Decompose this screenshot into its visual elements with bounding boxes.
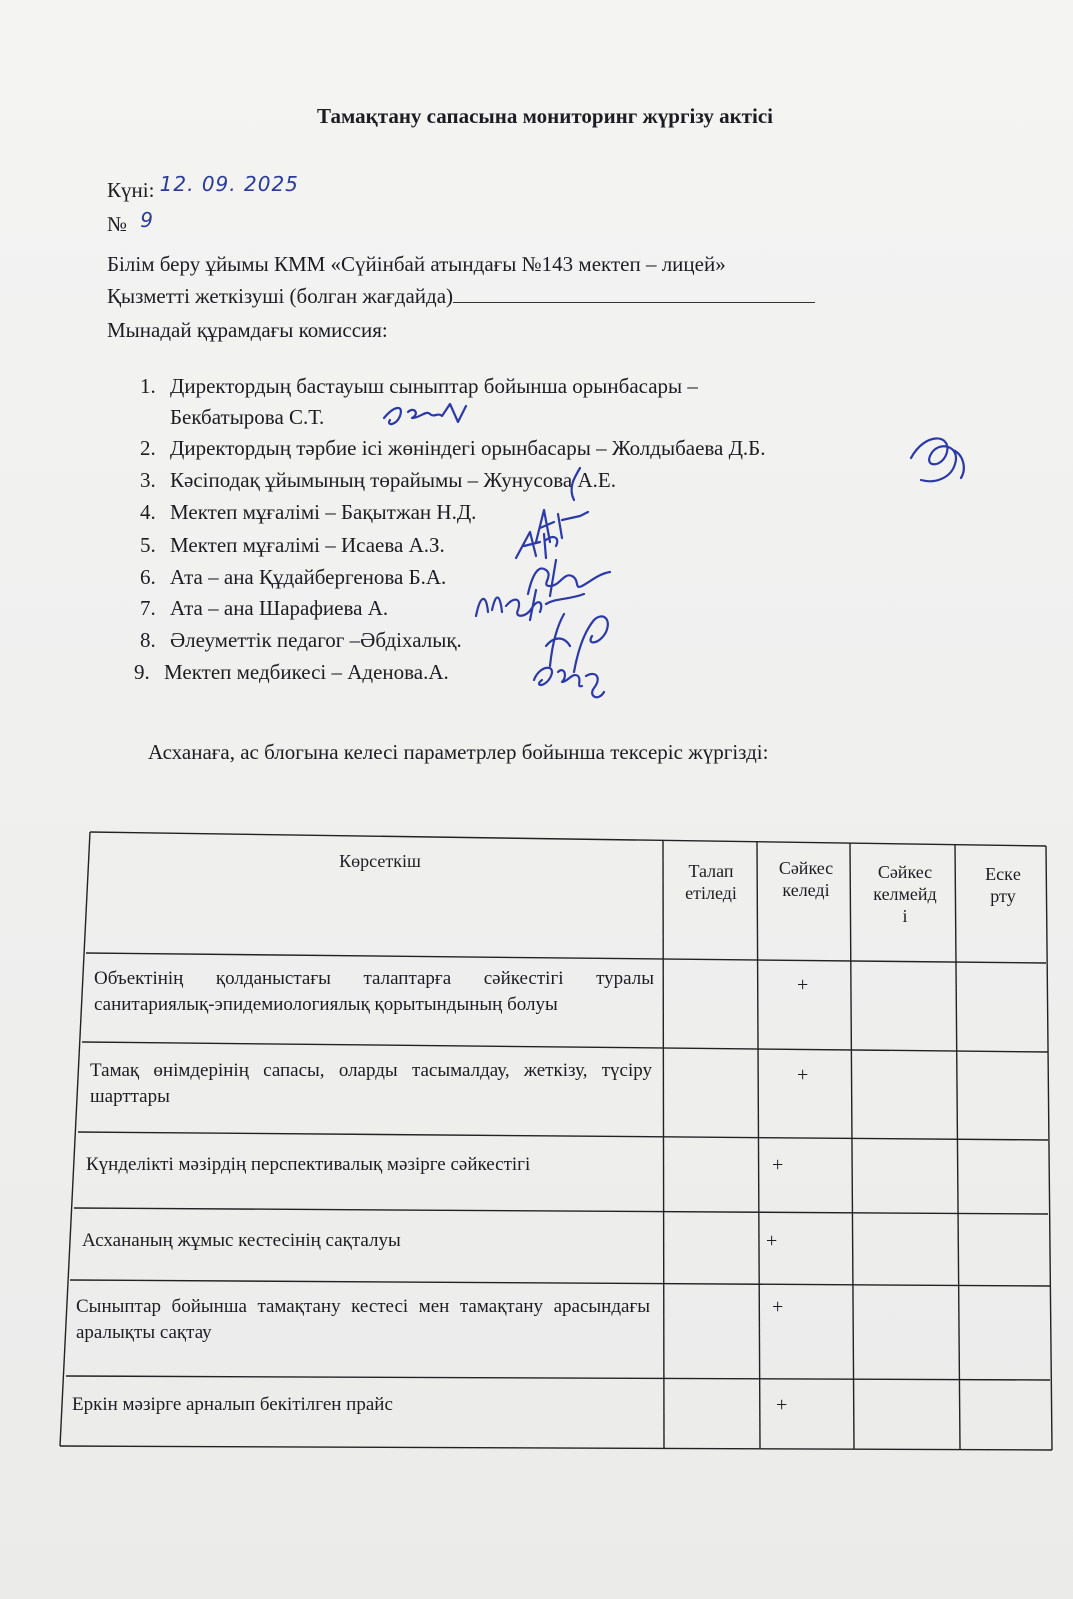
supplier-line: [107, 284, 815, 309]
row-5-mark: +: [772, 1296, 784, 1318]
row-3-indicator: Күнделікті мәзірдің перспективалық мәзірге сәйкестігі: [86, 1154, 531, 1175]
supplier-blank: [453, 284, 815, 303]
header-note: Ескe рту: [985, 864, 1021, 906]
row-1-indicator: Объектінің қолданыстағы талаптарға сәйкестігі туралы санитариялық-эпидемиологиялық қорытындының болуы: [94, 968, 654, 1015]
commission-intro: Мынадай құрамдағы комиссия:: [107, 318, 388, 342]
row-4-mark: +: [766, 1230, 778, 1252]
member-8: 8. Әлеуметтік педагог –Әбдіхалық.: [140, 628, 462, 652]
signature-3-icon: [560, 464, 590, 504]
row-4-indicator: Асхананың жұмыс кестесінің сақталуы: [82, 1230, 401, 1251]
header-not-matches: Сәйкес келмейд і: [873, 862, 937, 926]
row-6-indicator: Еркін мәзірге арналып бекітілген прайс: [72, 1394, 393, 1415]
member-1-name: Бекбатырова С.Т.: [170, 405, 325, 429]
member-4: 4. Мектеп мұғалімі – Бақытжан Н.Д.: [140, 500, 477, 524]
document-title: Тамақтану сапасына мониторинг жүргізу актісі: [317, 104, 773, 128]
row-1-mark: +: [797, 974, 809, 996]
signature-1-icon: [380, 396, 480, 436]
row-3-mark: +: [772, 1154, 784, 1176]
row-6-mark: +: [776, 1394, 788, 1416]
inspection-intro: Асханаға, ас блогына келесі параметрлер бойынша тексеріс жүргізді:: [148, 740, 769, 764]
number-value: 9: [140, 208, 155, 232]
member-9: 9. Мектеп медбикесі – Аденова.А.: [134, 660, 449, 684]
supplier-label: Қызметті жеткізуші (болган жағдайда): [107, 284, 454, 308]
date-value: 12. 09. 2025: [159, 172, 299, 196]
member-5: 5. Мектеп мұғалімі – Исаева А.З.: [140, 533, 445, 557]
signature-9-icon: [528, 656, 608, 706]
row-5-indicator: Сыныптар бойынша тамақтану кестесі мен тамақтану арасындағы аралықты сақтау: [76, 1296, 650, 1343]
organization-line: Білім беру ұйымы КММ «Сүйінбай атындағы №143 мектеп – лицей»: [107, 252, 726, 276]
number-line: [107, 208, 155, 237]
date-line: [107, 172, 299, 203]
signature-2-icon: [905, 428, 975, 490]
date-label: Күні:: [107, 178, 155, 202]
member-6: 6. Ата – ана Құдайбергенова Б.А.: [140, 565, 447, 589]
member-7: 7. Ата – ана Шарафиева А.: [140, 596, 389, 620]
member-2: 2. Директордың тәрбие ісі жөніндегі орынбасары – Жолдыбаева Д.Б.: [140, 436, 766, 460]
row-2-mark: +: [797, 1064, 809, 1086]
member-3: 3. Кәсіподақ ұйымының төрайымы – Жунусова А.Е.: [140, 468, 616, 492]
header-indicator: Көрсеткіш: [339, 851, 421, 871]
header-required: Талап етіледі: [685, 861, 737, 903]
header-matches: Сәйкес келеді: [778, 858, 834, 900]
row-2-indicator: Тамақ өнімдерінің сапасы, оларды тасымалдау, жеткізу, түсіру шарттары: [90, 1060, 652, 1107]
member-1: 1. Директордың бастауыш сыныптар бойынша орынбасары –: [140, 374, 698, 398]
number-label: №: [107, 212, 128, 236]
